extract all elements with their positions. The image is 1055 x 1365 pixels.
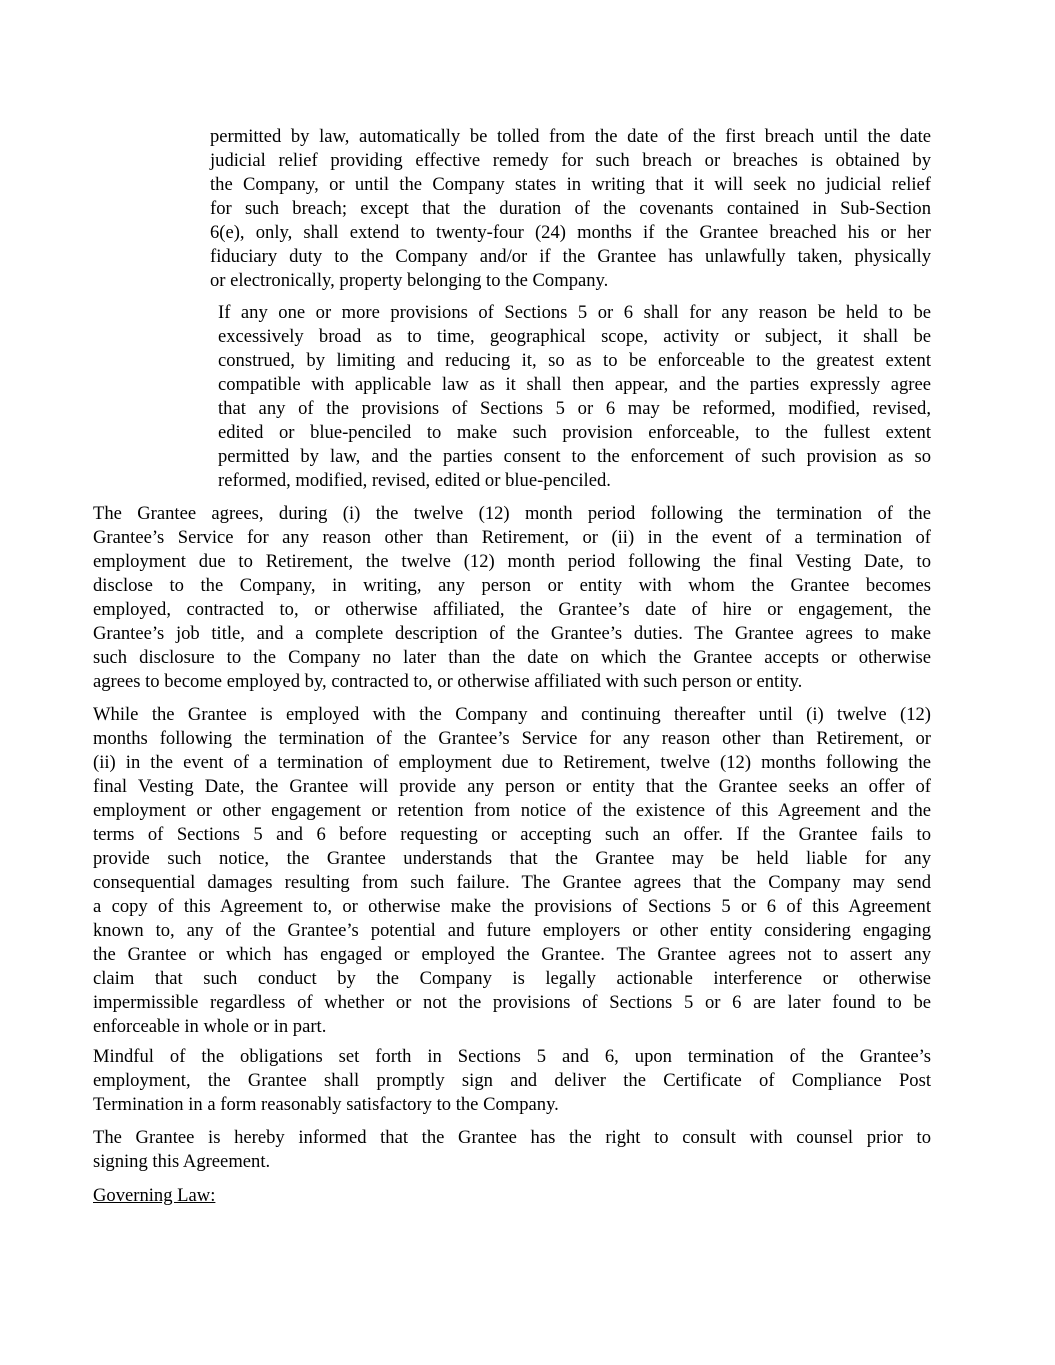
text-line: (ii) in the event of a termination of employment due to Retirement, twelve (12) months following the — [93, 752, 931, 773]
text-line: final Vesting Date, the Grantee will provide any person or entity that the Grantee seeks an offer of — [93, 776, 931, 797]
text-line: fiduciary duty to the Company and/or if the Grantee has unlawfully taken, physically — [210, 246, 931, 267]
paragraph-certificate — [93, 1045, 931, 1117]
text-line: known to, any of the Grantee’s potential and future employers or other entity considering engaging — [93, 920, 931, 941]
text-line: Grantee’s Service for any reason other than Retirement, or (ii) in the event of a termination of — [93, 527, 931, 548]
paragraph-reformation — [218, 301, 931, 493]
text-line: months following the termination of the Grantee’s Service for any reason other than Retirement, or — [93, 728, 931, 749]
text-line: If any one or more provisions of Sections 5 or 6 shall for any reason be held to be — [218, 302, 931, 323]
text-line: Mindful of the obligations set forth in Sections 5 and 6, upon termination of the Grantee’s — [93, 1046, 931, 1067]
text-line: agrees to become employed by, contracted to, or otherwise affiliated with such person or entity. — [93, 671, 803, 692]
text-line: The Grantee agrees, during (i) the twelve (12) month period following the termination of the — [93, 503, 931, 524]
text-line: signing this Agreement. — [93, 1151, 271, 1172]
text-line: compatible with applicable law as it shall then appear, and the parties expressly agree — [218, 374, 931, 395]
paragraph-notice — [93, 703, 931, 1039]
text-line: construed, by limiting and reducing it, so as to be enforceable to the greatest extent — [218, 350, 931, 371]
text-line: While the Grantee is employed with the Company and continuing thereafter until (i) twelve (12) — [93, 704, 931, 725]
text-line: edited or blue-penciled to make such provision enforceable, to the fullest extent — [218, 422, 931, 443]
text-line: provide such notice, the Grantee understands that the Grantee may be held liable for any — [93, 848, 931, 869]
text-line: the Company, or until the Company states in writing that it will seek no judicial relief — [210, 174, 931, 195]
text-line: excessively broad as to time, geographical scope, activity or subject, it shall be — [218, 326, 931, 347]
text-line: impermissible regardless of whether or not the provisions of Sections 5 or 6 are later found to be — [93, 992, 931, 1013]
text-line: permitted by law, automatically be tolled from the date of the first breach until the date — [210, 126, 931, 147]
text-line: a copy of this Agreement to, or otherwise make the provisions of Sections 5 or 6 of this Agreement — [93, 896, 931, 917]
text-line: Grantee’s job title, and a complete description of the Grantee’s duties. The Grantee agrees to make — [93, 623, 931, 644]
text-line: 6(e), only, shall extend to twenty-four (24) months if the Grantee breached his or her — [210, 222, 931, 243]
section-heading-governing-law: Governing Law: — [93, 1185, 216, 1206]
text-line: enforceable in whole or in part. — [93, 1016, 327, 1037]
text-line: judicial relief providing effective remedy for such breach or breaches is obtained by — [210, 150, 931, 171]
text-line: The Grantee is hereby informed that the Grantee has the right to consult with counsel prior to — [93, 1127, 931, 1148]
text-line: terms of Sections 5 and 6 before requesting or accepting such an offer. If the Grantee fails to — [93, 824, 931, 845]
text-line: employment or other engagement or retention from notice of the existence of this Agreement and the — [93, 800, 931, 821]
text-line: permitted by law, and the parties consent to the enforcement of such provision as so — [218, 446, 931, 467]
text-line: employment, the Grantee shall promptly sign and deliver the Certificate of Compliance Post — [93, 1070, 931, 1091]
text-line: that any of the provisions of Sections 5 or 6 may be reformed, modified, revised, — [218, 398, 931, 419]
text-line: or electronically, property belonging to the Company. — [210, 270, 609, 291]
text-line: employed, contracted to, or otherwise affiliated, the Grantee’s date of hire or engagement, the — [93, 599, 931, 620]
text-line: employment due to Retirement, the twelve (12) month period following the final Vesting Date, to — [93, 551, 931, 572]
text-line: claim that such conduct by the Company is legally actionable interference or otherwise — [93, 968, 931, 989]
text-line: the Grantee or which has engaged or employed the Grantee. The Grantee agrees not to assert any — [93, 944, 931, 965]
paragraph-disclosure — [93, 502, 931, 694]
text-line: such disclosure to the Company no later than the date on which the Grantee accepts or otherwise — [93, 647, 931, 668]
text-line: disclose to the Company, in writing, any person or entity with whom the Grantee becomes — [93, 575, 931, 596]
text-line: consequential damages resulting from such failure. The Grantee agrees that the Company may send — [93, 872, 931, 893]
paragraph-tolling — [210, 125, 931, 293]
text-line: Termination in a form reasonably satisfactory to the Company. — [93, 1094, 559, 1115]
text-line: for such breach; except that the duration of the covenants contained in Sub-Section — [210, 198, 931, 219]
text-line: reformed, modified, revised, edited or blue-penciled. — [218, 470, 611, 491]
paragraph-counsel — [93, 1126, 931, 1174]
